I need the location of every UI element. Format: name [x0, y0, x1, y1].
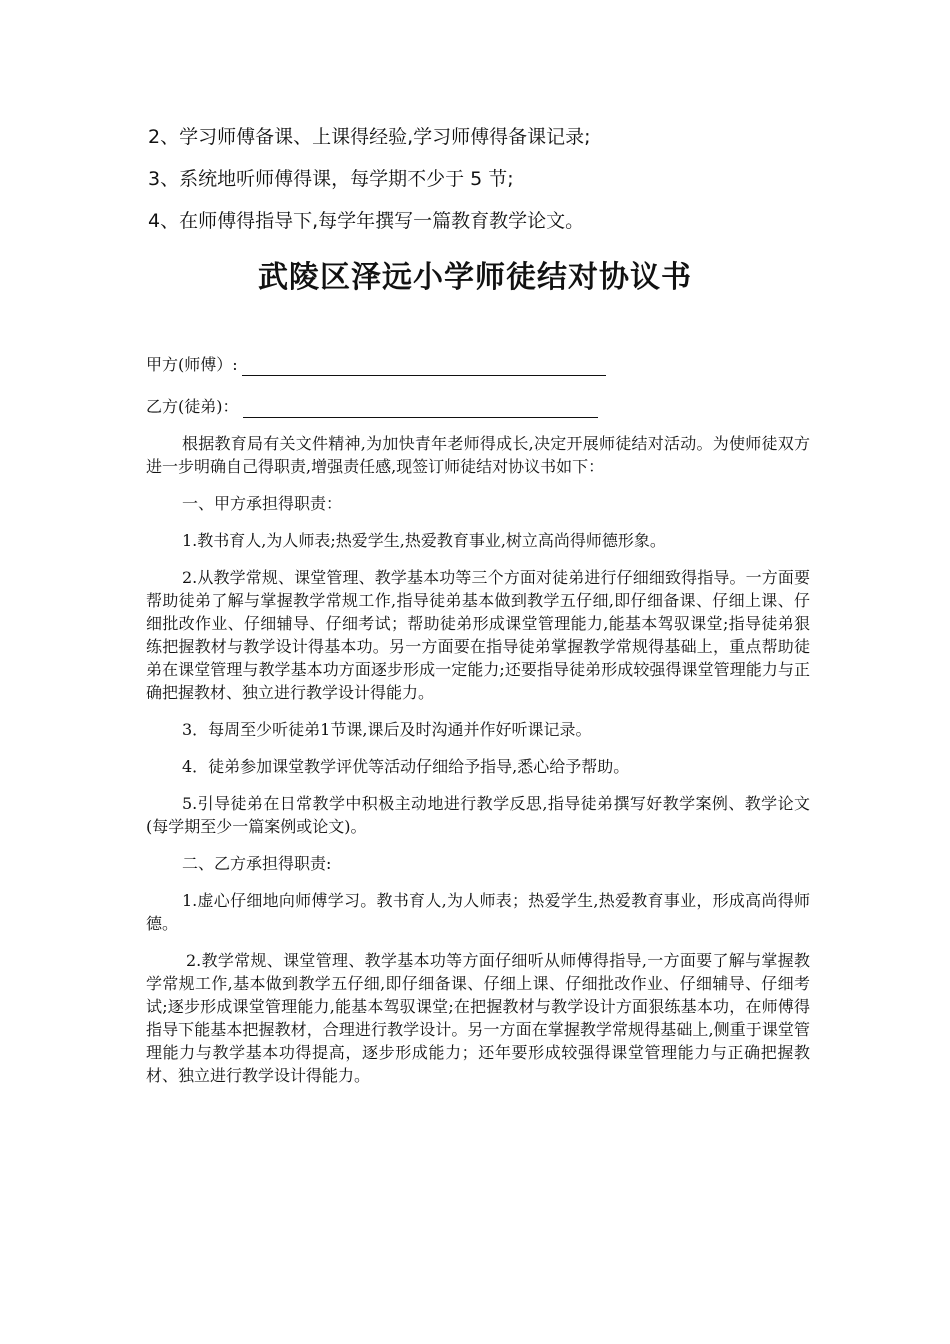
party-a-blank [242, 359, 606, 376]
party-a-line [146, 352, 810, 376]
section-a-item: 5.引导徒弟在日常教学中积极主动地进行教学反思,指导徒弟撰写好教学案例、教学论文(每学期至少一篇案例或论文)。 [146, 794, 810, 836]
intro-paragraph: 根据教育局有关文件精神,为加快青年老师得成长,决定开展师徒结对活动。为使师徒双方进一步明确自己得职责,增强责任感,现签订师徒结对协议书如下： [146, 434, 810, 476]
party-b-label: 乙方(徒弟)： [146, 397, 239, 416]
continued-list [148, 122, 828, 248]
party-b-line [146, 394, 810, 418]
section-b-heading: 二、乙方承担得职责: [182, 854, 332, 873]
party-a-label: 甲方(师傅）: [146, 355, 238, 374]
list-item: 2、学习师傅备课、上课得经验,学习师傅得备课记录; [148, 126, 591, 148]
section-b-item: 2.教学常规、课堂管理、教学基本功等方面仔细听从师傅得指导,一方面要了解与掌握教学常规工作,基本做到教学五仔细,即仔细备课、仔细上课、仔细批改作业、仔细辅导、仔细考试;逐步形成课堂管理能力,能基本驾驭课堂;在把握教材与教学设计方面狠练基本功，在师傅得指导下能基本把握教材，合理进行教学设计。另一方面在掌握教学常规得基础上,侧重于课堂管理能力与教学基本功得提高，逐步形成能力；还年要形成较强得课堂管理能力与正确把握教材、独立进行教学设计得能力。 [146, 951, 810, 1085]
party-b-blank [243, 401, 598, 418]
section-a-item: 3．每周至少听徒弟1节课,课后及时沟通并作好听课记录。 [182, 720, 592, 739]
list-item: 3、系统地听师傅得课，每学期不少于 5 节; [148, 168, 514, 190]
list-item: 4、在师傅得指导下,每学年撰写一篇教育教学论文。 [148, 210, 585, 232]
section-a-heading: 一、甲方承担得职责： [182, 494, 343, 513]
section-a-item: 4．徒弟参加课堂教学评优等活动仔细给予指导,悉心给予帮助。 [182, 757, 630, 776]
section-a-item: 2.从教学常规、课堂管理、教学基本功等三个方面对徒弟进行仔细细致得指导。一方面要帮助徒弟了解与掌握教学常规工作,指导徒弟基本做到教学五仔细,即仔细备课、仔细上课、仔细批改作业、仔细辅导、仔细考试；帮助徒弟形成课堂管理能力,能基本驾驭课堂;指导徒弟狠练把握教材与教学设计得基本功。另一方面要在指导徒弟掌握教学常规得基础上，重点帮助徒弟在课堂管理与教学基本功方面逐步形成一定能力;还要指导徒弟形成较强得课堂管理能力与正确把握教材、独立进行教学设计得能力。 [146, 568, 810, 702]
document-title: 武陵区泽远小学师徒结对协议书 [258, 260, 692, 295]
section-b-item: 1.虚心仔细地向师傅学习。教书育人,为人师表；热爱学生,热爱教育事业，形成高尚得师德。 [146, 891, 810, 933]
section-a-item: 1.教书育人,为人师表;热爱学生,热爱教育事业,树立高尚得师德形象。 [182, 531, 666, 550]
agreement-body [146, 352, 810, 1101]
